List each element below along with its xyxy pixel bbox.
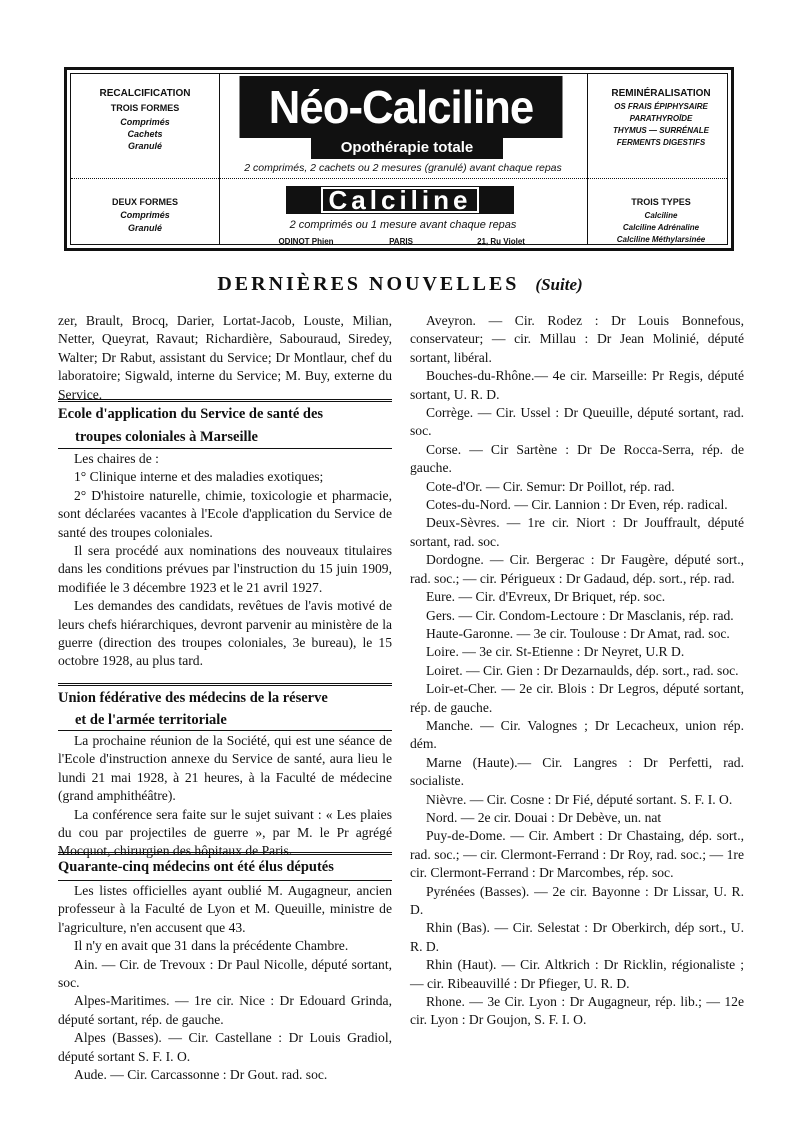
list-item: Rhin (Bas). — Cir. Selestat : Dr Oberkirch, dép sort., U. R. D. — [410, 920, 744, 954]
section-title-deputes: Quarante-cinq médecins ont été élus députés — [58, 859, 334, 875]
ad-city: PARIS — [389, 237, 413, 246]
list-item: Manche. — Cir. Valognes ; Dr Lecacheux, union rép. dém. — [410, 717, 744, 752]
list-item: Cote-d'Or. — Cir. Semur: Dr Poillot, rép. rad. — [426, 478, 675, 494]
right-column-list — [410, 312, 744, 1030]
ad-left-top: RECALCIFICATION TROIS FORMES Comprimés Cachets Granulé — [99, 88, 191, 151]
brand-logo-calciline: Calciline — [286, 186, 514, 214]
list-item: Bouches-du-Rhône.— 4e cir. Marseille: Pr Regis, député sortant, U. R. D. — [410, 368, 744, 402]
section-rule — [58, 880, 392, 881]
list-item: Nièvre. — Cir. Cosne : Dr Fié, député sortant. S. F. I. O. — [426, 791, 733, 807]
list-item: Marne (Haute).— Cir. Langres : Dr Perfetti, rad. socialiste. — [410, 754, 744, 789]
ad-left-bottom: DEUX FORMES Comprimés Granulé — [111, 197, 178, 233]
section-rule-top — [58, 683, 392, 688]
section-body-deputes: Les listes officielles ayant oublié M. Augagneur, ancien professeur à la Faculté de Lyon et M. Queuille, ministre de l'agriculture, n'en accusent que 43. Il n'y en avait que 31 dans la précédente Chambre. Ain. — Cir. de Trevoux : Dr Paul Nicolle, député sortant, soc. Alpes-Maritimes. — 1re cir. Nice : Dr Edouard Grinda, député sortant, rép. de gauche. Alpes (Basses). — Cir. Castellane : Dr Louis Gradiol, député sortant S. F. I. O. Aude. — Cir. Carcassonne : Dr Gout. rad. soc. — [58, 883, 392, 1083]
ad-right-top: REMINÉRALISATION OS FRAIS ÉPIPHYSAIRE PARATHYROÏDE THYMUS — SURRÉNALE FERMENTS DIGESTIFS — [611, 88, 711, 147]
ad-divider-middle — [71, 178, 727, 179]
page-heading: DERNIÈRES NOUVELLES (Suite) — [217, 273, 583, 295]
left-intro: zer, Brault, Brocq, Darier, Lortat-Jacob, Louste, Milian, Netter, Queyrat, Ravaut; Richardière, Sabouraud, Siredey, Walter; Dr Rabut, assistant du Service; Dr Montlaur, chef du laboratoire; Sigwald, interne du Service; M. Buy, externe du Service. — [58, 313, 392, 402]
ad-address: 21, Ru Violet — [477, 237, 525, 246]
brand-dosage: 2 comprimés, 2 cachets ou 2 mesures (granulé) avant chaque repas — [244, 162, 562, 174]
list-item: Puy-de-Dome. — Cir. Ambert : Dr Chastaing, dép. sort., rad. soc.; — cir. Clermont-Ferrand : Dr Roy, rad. soc.; — 1re cir. Clermont-Ferrand : Dr Marcombes, rép. soc. — [410, 828, 744, 881]
section-rule — [58, 730, 392, 731]
section-title-union: Union fédérative des médecins de la réserve — [58, 690, 328, 706]
list-item: Haute-Garonne. — 3e cir. Toulouse : Dr Amat, rad. soc. — [426, 625, 730, 641]
list-item: Deux-Sèvres. — 1re cir. Niort : Dr Jouffrault, député sortant, rad. soc. — [410, 515, 744, 549]
brand2-dosage: 2 comprimés ou 1 mesure avant chaque repas — [289, 219, 517, 231]
section-title-ecole: Ecole d'application du Service de santé des — [58, 406, 324, 422]
advertisement-box — [64, 67, 734, 251]
list-item: Corrège. — Cir. Ussel : Dr Queuille, député sortant, rad. soc. — [410, 405, 744, 439]
list-item: Rhone. — 3e Cir. Lyon : Dr Augagneur, rép. lib.; — 12e cir. Lyon : Dr Goujon, S. F. I. O. — [410, 994, 744, 1028]
list-item: Eure. — Cir. d'Evreux, Dr Briquet, rép. soc. — [426, 589, 666, 605]
section-rule-top — [58, 852, 392, 857]
list-item: Loir-et-Cher. — 2e cir. Blois : Dr Legros, député sortant, rép. de gauche. — [410, 681, 744, 715]
list-item: Corse. — Cir Sartène : Dr De Rocca-Serra, rép. de gauche. — [410, 441, 744, 476]
list-item: Aveyron. — Cir. Rodez : Dr Louis Bonnefous, conservateur; — cir. Millau : Dr Jean Molinié, député sortant, libéral. — [410, 313, 744, 365]
brand-subtitle: Opothérapie totale — [311, 137, 503, 159]
list-item: Rhin (Haut). — Cir. Altkrich : Dr Ricklin, régionaliste ; — cir. Ribeauvillé : Dr Pfieger, U. R. D. — [410, 957, 744, 991]
section-rule — [58, 448, 392, 449]
list-item: Pyrénées (Basses). — 2e cir. Bayonne : Dr Lissar, U. R. D. — [410, 883, 744, 917]
list-item: Dordogne. — Cir. Bergerac : Dr Faugère, député sort., rad. soc.; — cir. Périgueux : Dr Gadaud, dép. sort., rép. rad. — [410, 552, 744, 586]
section-rule-top — [58, 399, 392, 404]
ad-inner-frame — [70, 73, 728, 245]
section-title-union-2: et de l'armée territoriale — [75, 712, 227, 728]
ad-right-bottom: TROIS TYPES Calciline Calciline Adrénaline Calciline Méthylarsinée — [616, 197, 706, 244]
ad-maker: ODINOT Phien — [278, 237, 334, 246]
section-title-ecole-2: troupes coloniales à Marseille — [75, 429, 258, 445]
section-body-ecole: Les chaires de : 1° Clinique interne et des maladies exotiques; 2° D'histoire naturelle, chimie, toxicologie et pharmacie, sont déclarées vacantes à l'Ecole d'application du Service de santé des troupes coloniales. Il sera procédé aux nominations des nouveaux titulaires dans les conditions prévues par l'instruction du 15 juin 1909, modifiée le 3 décembre 1923 et le 21 avril 1927. Les demandes des candidats, revêtues de l'avis motivé de leurs chefs hiérarchiques, devront parvenir au ministère de la guerre (direction des troupes coloniales, 3e bureau), le 15 octobre 1928, au plus tard. — [58, 451, 392, 669]
list-item: Cotes-du-Nord. — Cir. Lannion : Dr Even, rép. radical. — [426, 497, 728, 513]
list-item: Gers. — Cir. Condom-Lectoure : Dr Masclanis, rép. rad. — [426, 607, 734, 623]
list-item: Loiret. — Cir. Gien : Dr Dezarnaulds, dép. sort., rad. soc. — [426, 662, 739, 678]
brand-logo-neo-calciline: Néo-Calciline — [240, 76, 563, 138]
list-item: Nord. — 2e cir. Douai : Dr Debève, un. nat — [426, 809, 662, 825]
section-body-union: La prochaine réunion de la Société, qui est une séance de l'Ecole d'instruction annexe du Service de santé, aura lieu le lundi 21 mai 1928, à 21 heures, à la Faculté de médecine (grand amphithéâtre). La conférence sera faite sur le sujet suivant : « Les plaies du cou par projectiles de guerre », par M. le Pr agrégé Mocquot, chirurgien des hôpitaux de Paris. — [58, 733, 392, 859]
list-item: Loire. — 3e cir. St-Etienne : Dr Neyret, U.R D. — [426, 644, 685, 660]
